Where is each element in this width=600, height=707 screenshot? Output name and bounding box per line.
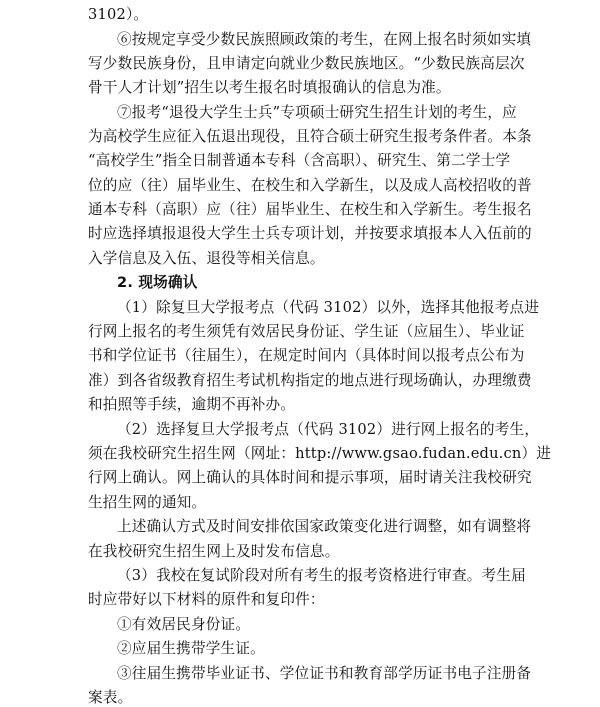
text-line: 上述确认方式及时间安排依国家政策变化进行调整，如有调整将 <box>117 518 532 535</box>
text-line: 行网上报名的考生须凭有效居民身份证、学生证（应届生）、毕业证 <box>88 323 525 340</box>
text-line: 时应带好以下材料的原件和复印件： <box>88 591 325 608</box>
text-line: “高校学生”指全日制普通本专科（含高职）、研究生、第二学士学 <box>88 152 511 169</box>
text-line: 和拍照等手续，逾期不再补办。 <box>88 396 296 413</box>
text-line: ⑥按规定享受少数民族照顾政策的考生，在网上报名时须如实填 <box>117 31 532 48</box>
text-line: ②应届生携带学生证。 <box>117 640 265 657</box>
text-line: （3）我校在复试阶段对所有考生的报考资格进行审查。考生届 <box>117 567 526 584</box>
text-line: 通本专科（高职）应（往）届毕业生、在校生和入学新生。考生报名 <box>88 201 532 218</box>
text-line: 书和学位证书（往届生），在规定时间内（具体时间以报考点公布为 <box>88 347 525 364</box>
text-line: 骨干人才计划”招生以考生报名时填报确认的信息为准。 <box>88 79 451 96</box>
text-line: ⑦报考“退役大学生士兵”专项硕士研究生招生计划的考生，应 <box>117 104 517 121</box>
text-line: 为高校学生应征入伍退出现役，且符合硕士研究生报考条件者。本条 <box>88 128 532 145</box>
text-line: ①有效居民身份证。 <box>117 616 251 633</box>
text-line: 时应选择填报退役大学生士兵专项计划，并按要求填报本人入伍前的 <box>88 225 532 242</box>
text-line: 须在我校研究生招生网（网址：http://www.gsao.fudan.edu.cn）进 <box>88 445 552 462</box>
section-heading: 2. 现场确认 <box>117 274 198 291</box>
text-line: 准）到各省级教育招生考试机构指定的地点进行现场确认，办理缴费 <box>88 372 532 389</box>
text-line: 3102）。 <box>88 6 149 23</box>
text-line: 写少数民族身份，且申请定向就业少数民族地区。“少数民族高层次 <box>88 55 525 72</box>
text-line: 生招生网的通知。 <box>88 494 207 511</box>
text-line: 案表。 <box>88 689 133 706</box>
text-line: ③往届生携带毕业证书、学位证书和教育部学历证书电子注册备 <box>117 665 532 682</box>
text-line: 入学信息及入伍、退役等相关信息。 <box>88 250 325 267</box>
text-line: （1）除复旦大学报考点（代码 3102）以外，选择其他报考点进 <box>117 299 540 316</box>
text-line: 在我校研究生招生网上及时发布信息。 <box>88 543 340 560</box>
text-line: 位的应（往）届毕业生、在校生和入学新生，以及成人高校招收的普 <box>88 177 532 194</box>
text-line: （2）选择复旦大学报考点（代码 3102）进行网上报名的考生， <box>117 421 540 438</box>
text-line: 行网上确认。网上确认的具体时间和提示事项，届时请关注我校研究 <box>88 469 532 486</box>
